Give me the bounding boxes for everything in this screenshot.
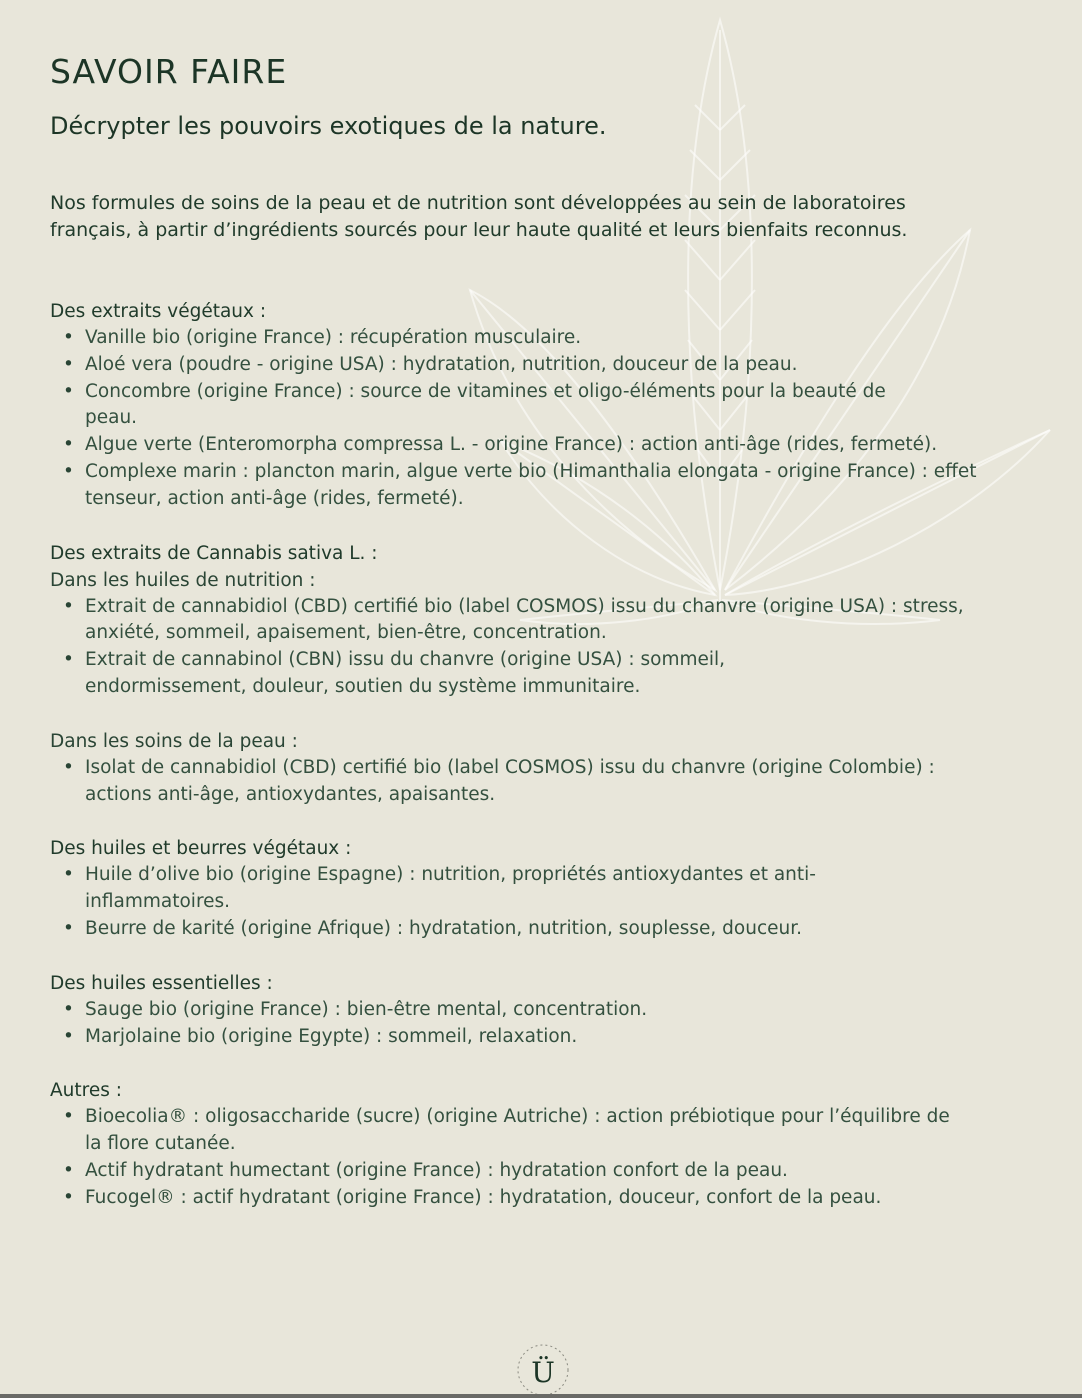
subsection-heading: Dans les soins de la peau : [50, 730, 298, 752]
section-heading: Autres : [50, 1080, 122, 1102]
intro-paragraph: Nos formules de soins de la peau et de nutrition sont développées au sein de laboratoires français, à partir d’ingrédients sourcés pour leur haute qualité et leurs bienfaits reconnus. [50, 192, 908, 241]
list-item: • Vanille bio (origine France) : récupération musculaire. [85, 325, 990, 352]
list-item: • Actif hydratant humectant (origine France) : hydratation confort de la peau. [85, 1158, 990, 1185]
section-heading: Des extraits végétaux : [50, 301, 267, 322]
list-item: • Aloé vera (poudre - origine USA) : hydratation, nutrition, douceur de la peau. [85, 352, 990, 379]
bullet-list [50, 997, 990, 1051]
document-page [50, 52, 990, 1212]
list-item: • Sauge bio (origine France) : bien-être mental, concentration. [85, 997, 990, 1024]
list-item: • Extrait de cannabidiol (CBD) certifié bio (label COSMOS) issu du chanvre (origine USA) : stress, anxiété, sommeil, apaisement, bien-être, concentration. [85, 594, 970, 648]
section-heading: Des huiles et beurres végétaux : [50, 838, 352, 860]
bullet-list [50, 594, 990, 701]
section-heading: Des extraits de Cannabis sativa L. : [50, 542, 378, 564]
page-subtitle: Décrypter les pouvoirs exotiques de la nature. [50, 112, 607, 140]
list-item: • Isolat de cannabidiol (CBD) certifié bio (label COSMOS) issu du chanvre (origine Colombie) : actions anti-âge, antioxydantes, apaisantes. [85, 755, 955, 809]
list-item: • Beurre de karité (origine Afrique) : hydratation, nutrition, souplesse, douceur. [85, 916, 990, 943]
subsection-heading: Dans les huiles de nutrition : [50, 569, 316, 591]
list-item: • Huile d’olive bio (origine Espagne) : nutrition, propriétés antioxydantes et anti-inflammatoires. [85, 862, 945, 916]
section-cannabis-extracts [50, 540, 990, 809]
list-item: • Algue verte (Enteromorpha compressa L. - origine France) : action anti-âge (rides, fermeté). [85, 432, 980, 459]
list-item: • Complexe marin : plancton marin, algue verte bio (Himanthalia elongata - origine France) : effet tenseur, action anti-âge (rides, fermeté). [85, 459, 980, 513]
section-essential-oils [50, 970, 990, 1051]
bottom-edge-bar [0, 1394, 1082, 1398]
list-item: • Bioecolia® : oligosaccharide (sucre) (origine Autriche) : action prébiotique pour l’équilibre de la flore cutanée. [85, 1104, 955, 1158]
list-item: • Marjolaine bio (origine Egypte) : sommeil, relaxation. [85, 1024, 990, 1051]
page-title: SAVOIR FAIRE [50, 52, 288, 91]
bullet-list [50, 755, 990, 809]
section-heading: Des huiles essentielles : [50, 972, 273, 994]
list-item: • Fucogel® : actif hydratant (origine France) : hydratation, douceur, confort de la peau. [85, 1185, 955, 1212]
logo-letter: Ü [531, 1356, 555, 1389]
section-vegetable-oils [50, 835, 990, 942]
list-item: • Extrait de cannabinol (CBN) issu du chanvre (origine USA) : sommeil, endormissement, douleur, soutien du système immunitaire. [85, 647, 845, 701]
bullet-list [50, 1104, 990, 1211]
bullet-list [50, 862, 990, 942]
brand-logo [508, 1336, 578, 1398]
section-vegetal-extracts [50, 298, 990, 513]
list-item: • Concombre (origine France) : source de vitamines et oligo-éléments pour la beauté de peau. [85, 379, 920, 433]
section-others [50, 1077, 990, 1211]
bullet-list [50, 325, 990, 513]
